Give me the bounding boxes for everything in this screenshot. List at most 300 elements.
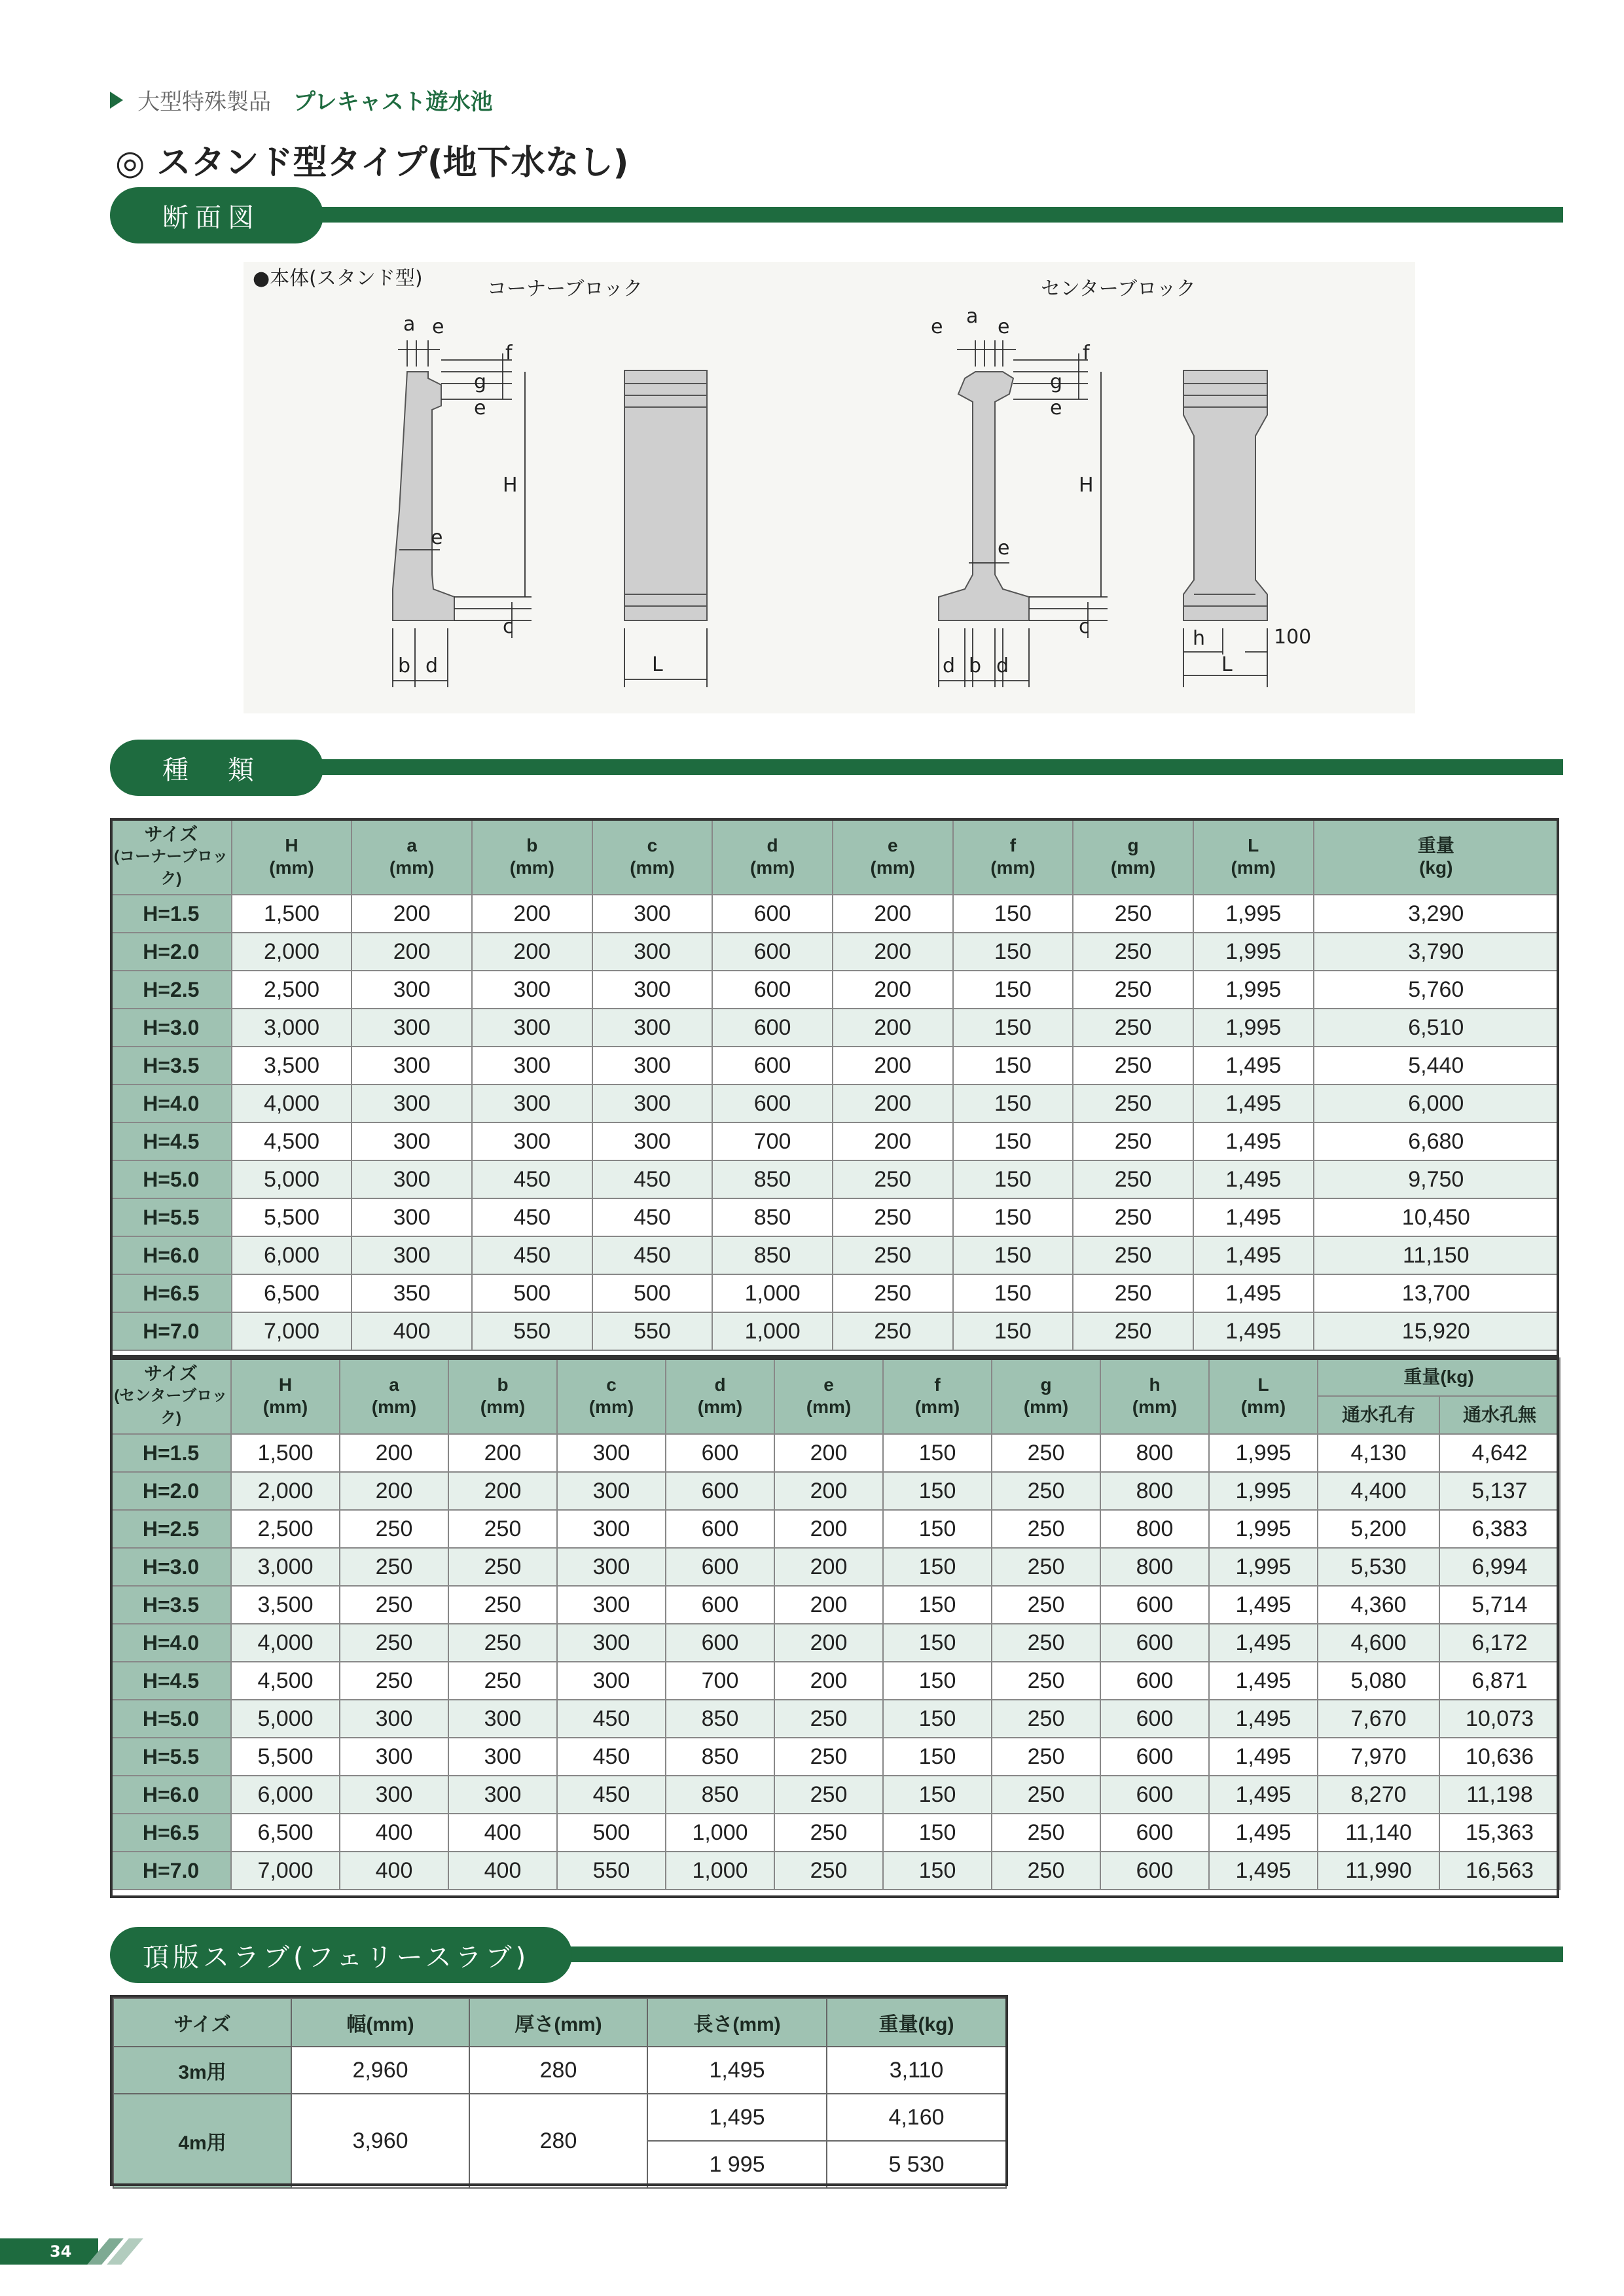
- value-cell: 6,680: [1314, 1122, 1559, 1160]
- value-cell: 450: [557, 1738, 666, 1776]
- value-cell: 300: [352, 971, 472, 1009]
- value-cell: 600: [666, 1624, 774, 1662]
- table-row: [111, 1312, 1559, 1350]
- value-cell: 300: [472, 1047, 592, 1085]
- value-cell: 150: [953, 1047, 1074, 1085]
- dim-g: g: [474, 370, 487, 393]
- value-cell: 200: [472, 895, 592, 933]
- value-cell: 7,670: [1318, 1700, 1439, 1738]
- table-row: [113, 2094, 1006, 2141]
- value-cell: 600: [1100, 1814, 1209, 1852]
- slab-col-length: 長さ(mm): [647, 1998, 827, 2047]
- value-cell: 450: [472, 1236, 592, 1274]
- value-cell: 9,750: [1314, 1160, 1559, 1198]
- value-cell: 300: [557, 1434, 666, 1472]
- value-cell: 400: [340, 1852, 448, 1890]
- slab-weight-cell: 3,110: [827, 2047, 1006, 2094]
- center-block-elevation: [1183, 370, 1267, 620]
- value-cell: 250: [340, 1586, 448, 1624]
- slab-header-row: [113, 1998, 1006, 2047]
- value-cell: 5,200: [1318, 1510, 1439, 1548]
- value-cell: 450: [557, 1776, 666, 1814]
- table-row: [111, 1236, 1559, 1274]
- value-cell: 800: [1100, 1548, 1209, 1586]
- value-cell: 1,500: [231, 1434, 340, 1472]
- page-number: 34: [0, 2238, 98, 2265]
- value-cell: 4,000: [231, 1624, 340, 1662]
- value-cell: 1,000: [666, 1852, 774, 1890]
- slab-size-cell: 3m用: [113, 2047, 291, 2094]
- cross-section-diagram: [244, 262, 1415, 713]
- value-cell: 600: [1100, 1662, 1209, 1700]
- value-cell: 350: [352, 1274, 472, 1312]
- value-cell: 250: [992, 1434, 1100, 1472]
- value-cell: 6,000: [1314, 1085, 1559, 1122]
- value-cell: 600: [1100, 1852, 1209, 1890]
- value-cell: 5,714: [1439, 1586, 1560, 1624]
- col-h: h (mm): [1100, 1358, 1209, 1434]
- value-cell: 300: [340, 1700, 448, 1738]
- value-cell: 850: [666, 1700, 774, 1738]
- col-weight: 重量 (kg): [1314, 819, 1559, 895]
- value-cell: 450: [592, 1160, 713, 1198]
- value-cell: 1,995: [1209, 1472, 1318, 1510]
- col-c: c (mm): [557, 1358, 666, 1434]
- value-cell: 5,500: [232, 1198, 352, 1236]
- value-cell: 200: [833, 971, 953, 1009]
- value-cell: 250: [1073, 971, 1193, 1009]
- value-cell: 400: [352, 1312, 472, 1350]
- dim-L-center: L: [1221, 653, 1233, 676]
- value-cell: 1,495: [1193, 1085, 1314, 1122]
- dim-a: a: [403, 313, 416, 336]
- value-cell: 200: [448, 1472, 557, 1510]
- value-cell: 200: [774, 1472, 883, 1510]
- center-block-table: [110, 1357, 1561, 1890]
- value-cell: 11,990: [1318, 1852, 1439, 1890]
- section-cross-section: [110, 187, 1563, 243]
- value-cell: 800: [1100, 1472, 1209, 1510]
- value-cell: 700: [712, 1122, 833, 1160]
- value-cell: 450: [472, 1160, 592, 1198]
- value-cell: 10,073: [1439, 1700, 1560, 1738]
- table-row: [111, 1586, 1560, 1624]
- value-cell: 250: [1073, 1160, 1193, 1198]
- slab-length-cell: 1,495: [647, 2047, 827, 2094]
- size-cell: H=1.5: [111, 1434, 231, 1472]
- value-cell: 250: [1073, 1236, 1193, 1274]
- col-weight-with-holes: 通水孔有: [1318, 1396, 1439, 1434]
- value-cell: 250: [1073, 1312, 1193, 1350]
- dim-d-center-right: d: [996, 655, 1009, 677]
- value-cell: 250: [448, 1586, 557, 1624]
- value-cell: 250: [992, 1510, 1100, 1548]
- value-cell: 250: [992, 1700, 1100, 1738]
- value-cell: 250: [448, 1662, 557, 1700]
- table-row: [111, 1776, 1560, 1814]
- col-H: H (mm): [232, 819, 352, 895]
- center-header-row: [111, 1358, 1560, 1396]
- value-cell: 550: [472, 1312, 592, 1350]
- value-cell: 150: [953, 971, 1074, 1009]
- size-cell: H=3.0: [111, 1548, 231, 1586]
- value-cell: 1,995: [1209, 1434, 1318, 1472]
- table-row: [111, 971, 1559, 1009]
- value-cell: 200: [352, 895, 472, 933]
- size-cell: H=6.5: [111, 1814, 231, 1852]
- dim-e-center-lower: e: [998, 537, 1010, 560]
- value-cell: 15,363: [1439, 1814, 1560, 1852]
- section-title: 頂版スラブ(フェリースラブ): [110, 1927, 572, 1983]
- value-cell: 150: [883, 1472, 992, 1510]
- value-cell: 150: [883, 1434, 992, 1472]
- size-cell: H=3.5: [111, 1047, 232, 1085]
- size-cell: H=4.0: [111, 1624, 231, 1662]
- value-cell: 300: [472, 971, 592, 1009]
- value-cell: 1,495: [1209, 1814, 1318, 1852]
- col-size: サイズ (コーナーブロック): [111, 819, 232, 895]
- value-cell: 300: [557, 1624, 666, 1662]
- slab-width-cell: 3,960: [291, 2094, 469, 2188]
- col-b: b (mm): [448, 1358, 557, 1434]
- value-cell: 1,495: [1209, 1586, 1318, 1624]
- size-cell: H=7.0: [111, 1312, 232, 1350]
- value-cell: 3,290: [1314, 895, 1559, 933]
- value-cell: 1,495: [1209, 1776, 1318, 1814]
- table-row: [111, 1122, 1559, 1160]
- value-cell: 300: [557, 1548, 666, 1586]
- value-cell: 250: [992, 1814, 1100, 1852]
- table-row: [111, 1548, 1560, 1586]
- diagram-drawing: [244, 262, 1415, 713]
- value-cell: 300: [352, 1198, 472, 1236]
- dim-e-center-right: e: [998, 315, 1010, 338]
- value-cell: 1,995: [1193, 1009, 1314, 1047]
- slab-size-cell: 4m用: [113, 2094, 291, 2188]
- body-label: ●本体(スタンド型): [253, 267, 423, 290]
- dim-d: d: [425, 655, 439, 677]
- center-table-body: [111, 1434, 1560, 1890]
- value-cell: 300: [592, 1122, 713, 1160]
- col-c: c (mm): [592, 819, 713, 895]
- value-cell: 150: [883, 1776, 992, 1814]
- value-cell: 250: [1073, 1047, 1193, 1085]
- size-cell: H=5.0: [111, 1160, 232, 1198]
- value-cell: 6,000: [232, 1236, 352, 1274]
- value-cell: 150: [883, 1662, 992, 1700]
- value-cell: 200: [833, 933, 953, 971]
- value-cell: 6,000: [231, 1776, 340, 1814]
- value-cell: 11,140: [1318, 1814, 1439, 1852]
- dim-h: h: [1193, 627, 1206, 650]
- dim-g-center: g: [1050, 370, 1063, 393]
- value-cell: 200: [340, 1472, 448, 1510]
- value-cell: 10,636: [1439, 1738, 1560, 1776]
- value-cell: 250: [774, 1776, 883, 1814]
- value-cell: 300: [448, 1738, 557, 1776]
- corner-block-table: [110, 818, 1559, 1351]
- value-cell: 200: [448, 1434, 557, 1472]
- corner-block-elevation: [624, 370, 707, 620]
- dim-f-center: f: [1083, 342, 1090, 365]
- table-row: [111, 895, 1559, 933]
- dim-100: 100: [1274, 626, 1312, 649]
- value-cell: 150: [883, 1814, 992, 1852]
- value-cell: 600: [1100, 1700, 1209, 1738]
- value-cell: 450: [472, 1198, 592, 1236]
- value-cell: 600: [666, 1586, 774, 1624]
- value-cell: 200: [472, 933, 592, 971]
- value-cell: 4,642: [1439, 1434, 1560, 1472]
- corner-table-body: [111, 895, 1559, 1350]
- value-cell: 300: [557, 1662, 666, 1700]
- value-cell: 250: [448, 1510, 557, 1548]
- col-H: H (mm): [231, 1358, 340, 1434]
- value-cell: 300: [592, 895, 713, 933]
- value-cell: 300: [448, 1700, 557, 1738]
- dim-f: f: [505, 342, 513, 365]
- section-rule: [241, 207, 1563, 223]
- value-cell: 450: [557, 1700, 666, 1738]
- value-cell: 250: [448, 1548, 557, 1586]
- value-cell: 850: [666, 1738, 774, 1776]
- value-cell: 250: [340, 1624, 448, 1662]
- value-cell: 150: [953, 1085, 1074, 1122]
- value-cell: 1,995: [1193, 933, 1314, 971]
- value-cell: 5,000: [231, 1700, 340, 1738]
- corner-header-row: [111, 819, 1559, 895]
- col-weight: 重量(kg): [1318, 1358, 1560, 1396]
- value-cell: 250: [992, 1548, 1100, 1586]
- value-cell: 1,995: [1209, 1510, 1318, 1548]
- value-cell: 200: [833, 1122, 953, 1160]
- value-cell: 1,495: [1193, 1274, 1314, 1312]
- value-cell: 300: [557, 1472, 666, 1510]
- dim-c: c: [503, 615, 514, 638]
- table-row: [113, 2047, 1006, 2094]
- size-cell: H=4.5: [111, 1662, 231, 1700]
- value-cell: 300: [340, 1776, 448, 1814]
- dim-e: e: [432, 315, 444, 338]
- col-g: g (mm): [1073, 819, 1193, 895]
- value-cell: 150: [953, 1009, 1074, 1047]
- table-row: [111, 1814, 1560, 1852]
- value-cell: 250: [1073, 1009, 1193, 1047]
- size-cell: H=4.0: [111, 1085, 232, 1122]
- value-cell: 2,000: [231, 1472, 340, 1510]
- value-cell: 300: [448, 1776, 557, 1814]
- value-cell: 200: [774, 1624, 883, 1662]
- slab-col-size: サイズ: [113, 1998, 291, 2047]
- value-cell: 10,450: [1314, 1198, 1559, 1236]
- col-f: f (mm): [953, 819, 1074, 895]
- corner-block-profile: [393, 372, 454, 620]
- value-cell: 6,500: [232, 1274, 352, 1312]
- center-block-profile: [939, 372, 1029, 620]
- value-cell: 5,000: [232, 1160, 352, 1198]
- col-e: e (mm): [774, 1358, 883, 1434]
- dim-c-center: c: [1079, 615, 1090, 638]
- value-cell: 13,700: [1314, 1274, 1559, 1312]
- dim-b: b: [398, 655, 411, 677]
- value-cell: 1,495: [1209, 1662, 1318, 1700]
- col-b: b (mm): [472, 819, 592, 895]
- value-cell: 5,500: [231, 1738, 340, 1776]
- value-cell: 600: [666, 1510, 774, 1548]
- table-row: [111, 1009, 1559, 1047]
- value-cell: 6,994: [1439, 1548, 1560, 1586]
- size-cell: H=5.5: [111, 1738, 231, 1776]
- dim-e-center-left: e: [931, 315, 943, 338]
- value-cell: 150: [883, 1852, 992, 1890]
- value-cell: 150: [953, 933, 1074, 971]
- size-cell: H=1.5: [111, 895, 232, 933]
- page-title: ◎ スタンド型タイプ(地下水なし): [115, 143, 629, 183]
- value-cell: 250: [340, 1548, 448, 1586]
- value-cell: 300: [352, 1085, 472, 1122]
- value-cell: 1,495: [1193, 1198, 1314, 1236]
- value-cell: 200: [774, 1586, 883, 1624]
- value-cell: 4,360: [1318, 1586, 1439, 1624]
- value-cell: 1,495: [1193, 1122, 1314, 1160]
- value-cell: 250: [774, 1814, 883, 1852]
- value-cell: 250: [833, 1312, 953, 1350]
- section-rule: [241, 759, 1563, 775]
- value-cell: 450: [592, 1198, 713, 1236]
- size-cell: H=2.0: [111, 1472, 231, 1510]
- value-cell: 300: [472, 1122, 592, 1160]
- value-cell: 850: [712, 1198, 833, 1236]
- value-cell: 250: [774, 1700, 883, 1738]
- value-cell: 4,500: [232, 1122, 352, 1160]
- section-title: 断面図: [110, 187, 323, 243]
- value-cell: 11,150: [1314, 1236, 1559, 1274]
- value-cell: 1,000: [712, 1312, 833, 1350]
- dim-e-center-mid: e: [1050, 397, 1062, 420]
- value-cell: 150: [883, 1510, 992, 1548]
- size-cell: H=7.0: [111, 1852, 231, 1890]
- slab-table: [113, 1998, 1007, 2189]
- table-row: [111, 1085, 1559, 1122]
- value-cell: 400: [448, 1814, 557, 1852]
- value-cell: 3,000: [231, 1548, 340, 1586]
- value-cell: 6,500: [231, 1814, 340, 1852]
- value-cell: 4,000: [232, 1085, 352, 1122]
- value-cell: 3,500: [232, 1047, 352, 1085]
- value-cell: 300: [352, 1122, 472, 1160]
- value-cell: 250: [992, 1852, 1100, 1890]
- value-cell: 200: [833, 1009, 953, 1047]
- table-row: [111, 1274, 1559, 1312]
- table-row: [111, 1472, 1560, 1510]
- col-e: e (mm): [833, 819, 953, 895]
- value-cell: 250: [992, 1738, 1100, 1776]
- dim-H: H: [503, 474, 518, 497]
- value-cell: 300: [592, 1009, 713, 1047]
- value-cell: 6,383: [1439, 1510, 1560, 1548]
- size-cell: H=2.5: [111, 1510, 231, 1548]
- value-cell: 600: [712, 971, 833, 1009]
- slab-thickness-cell: 280: [469, 2094, 647, 2188]
- size-cell: H=4.5: [111, 1122, 232, 1160]
- slab-thickness-cell: 280: [469, 2047, 647, 2094]
- value-cell: 200: [774, 1662, 883, 1700]
- value-cell: 400: [448, 1852, 557, 1890]
- value-cell: 200: [774, 1434, 883, 1472]
- slab-col-width: 幅(mm): [291, 1998, 469, 2047]
- value-cell: 250: [833, 1236, 953, 1274]
- col-d: d (mm): [666, 1358, 774, 1434]
- value-cell: 800: [1100, 1434, 1209, 1472]
- value-cell: 600: [1100, 1776, 1209, 1814]
- value-cell: 5,760: [1314, 971, 1559, 1009]
- value-cell: 850: [712, 1236, 833, 1274]
- value-cell: 200: [774, 1510, 883, 1548]
- value-cell: 150: [883, 1586, 992, 1624]
- value-cell: 500: [557, 1814, 666, 1852]
- size-cell: H=5.0: [111, 1700, 231, 1738]
- value-cell: 250: [992, 1776, 1100, 1814]
- value-cell: 450: [592, 1236, 713, 1274]
- value-cell: 200: [774, 1548, 883, 1586]
- col-L: L (mm): [1209, 1358, 1318, 1434]
- value-cell: 250: [992, 1662, 1100, 1700]
- value-cell: 200: [833, 1047, 953, 1085]
- section-types: [110, 740, 1563, 796]
- table-row: [111, 933, 1559, 971]
- value-cell: 7,000: [232, 1312, 352, 1350]
- table-row: [111, 1700, 1560, 1738]
- table-row: [111, 1662, 1560, 1700]
- value-cell: 150: [883, 1548, 992, 1586]
- breadcrumb-product: プレキャスト遊水池: [293, 89, 493, 115]
- value-cell: 5,137: [1439, 1472, 1560, 1510]
- value-cell: 300: [352, 1236, 472, 1274]
- value-cell: 150: [883, 1738, 992, 1776]
- col-L: L (mm): [1193, 819, 1314, 895]
- value-cell: 800: [1100, 1510, 1209, 1548]
- value-cell: 2,500: [232, 971, 352, 1009]
- value-cell: 5,440: [1314, 1047, 1559, 1085]
- value-cell: 150: [953, 1198, 1074, 1236]
- value-cell: 550: [557, 1852, 666, 1890]
- value-cell: 1,495: [1193, 1160, 1314, 1198]
- value-cell: 250: [992, 1624, 1100, 1662]
- dim-L: L: [652, 653, 663, 676]
- value-cell: 250: [833, 1274, 953, 1312]
- value-cell: 250: [340, 1662, 448, 1700]
- center-block-label: センターブロック: [1041, 278, 1196, 300]
- value-cell: 700: [666, 1662, 774, 1700]
- value-cell: 3,790: [1314, 933, 1559, 971]
- value-cell: 300: [592, 971, 713, 1009]
- size-cell: H=3.5: [111, 1586, 231, 1624]
- value-cell: 600: [712, 933, 833, 971]
- table-row: [111, 1198, 1559, 1236]
- value-cell: 6,510: [1314, 1009, 1559, 1047]
- dim-d-center-left: d: [943, 655, 956, 677]
- value-cell: 250: [340, 1510, 448, 1548]
- value-cell: 850: [712, 1160, 833, 1198]
- value-cell: 150: [953, 1160, 1074, 1198]
- value-cell: 6,871: [1439, 1662, 1560, 1700]
- slab-length-cell: 1,495: [647, 2094, 827, 2141]
- value-cell: 150: [953, 1122, 1074, 1160]
- col-a: a (mm): [352, 819, 472, 895]
- value-cell: 1,000: [666, 1814, 774, 1852]
- value-cell: 300: [592, 1047, 713, 1085]
- value-cell: 250: [1073, 933, 1193, 971]
